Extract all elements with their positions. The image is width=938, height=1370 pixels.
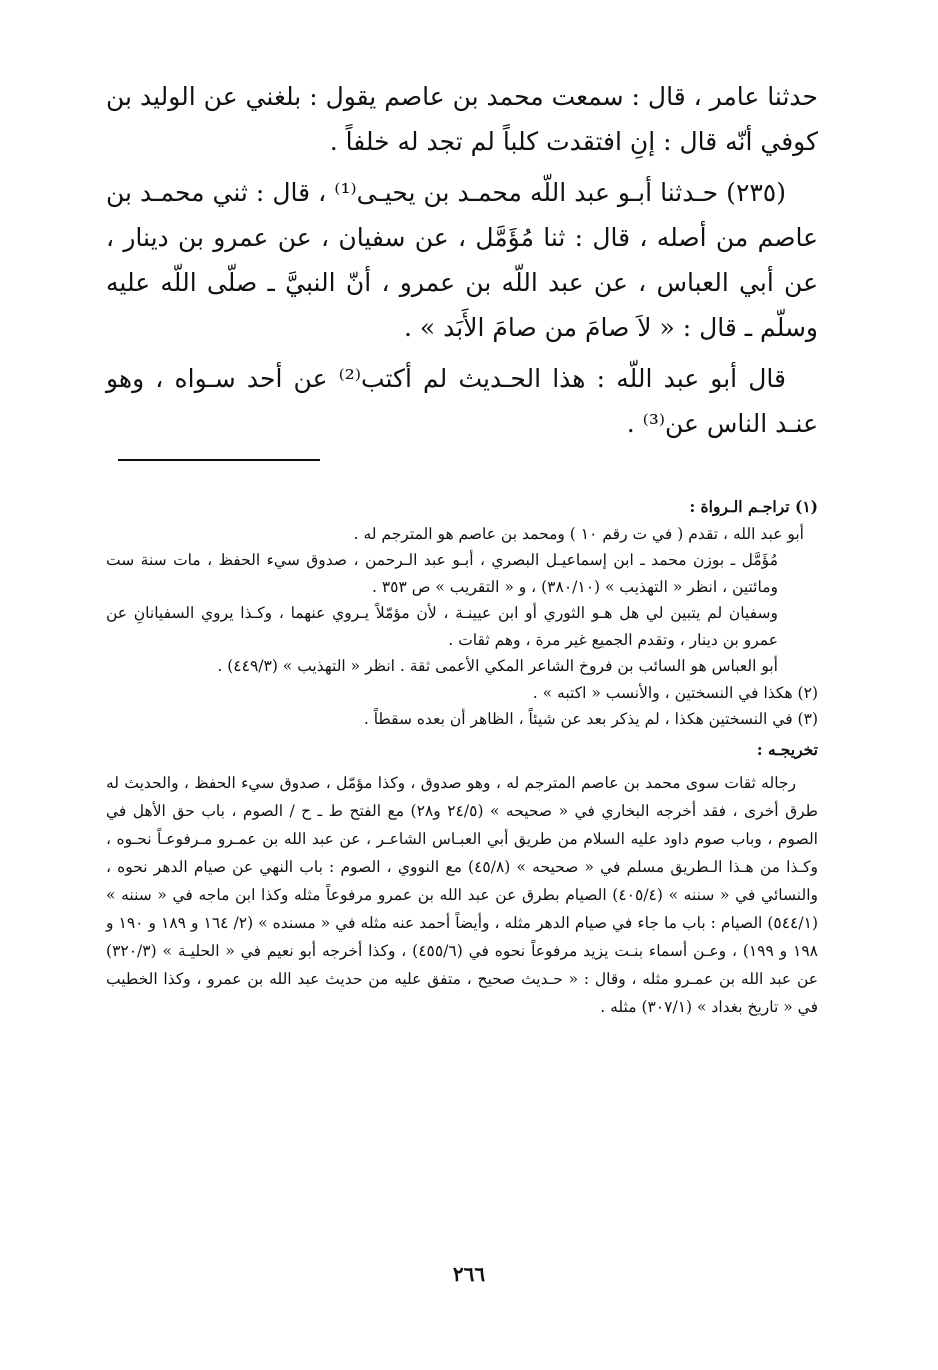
main-paragraph-1: حدثنا عامر ، قال : سمعت محمد بن عاصم يقول : بلغني عن الوليد بن كوفي أنّه قال : إنِ افتقدت كلباً لم تجد له خلفاً . (106, 82, 818, 156)
footnote-1-heading: (١) تراجـم الـرواة : (689, 497, 818, 516)
footnote-1-line: أبو العباس هو السائب بن فروخ الشاعر المكي الأعمى ثقة . انظر « التهذيب » (٤٤٩/٣) . (217, 657, 778, 675)
footnote-3: (٣) في النسختين هكذا ، لم يذكر بعد عن شيئاً ، الظاهر أن بعده سقطاً . (363, 710, 818, 728)
takhrij-text: رجاله ثقات سوى محمد بن عاصم المترجم له ، وهو صدوق ، وكذا مؤمّل ، صدوق سيء الحفظ ، والحديث له طرق أخرى ، فقد أخرجه البخاري في « صحيحه » (٢٤/٥ و٢٨) مع الفتح ط ـ ح / الصوم ، باب حق الأهل في الصوم ، وباب صوم داود عليه السلام من طريق أبي العبـاس الشاعـر ، عن عبد الله بن عمـرو مـرفوعـاً نحـوه ، وكـذا من هـذا الـطريق مسلم في « صحيحه » (٤٥/٨) مع النووي ، الصوم : باب النهي عن صيام الدهر نحوه ، والنسائي في « سننه » (٤٠٥/٤) الصيام بطرق عن عبد الله بن عمرو مرفوعاً مثله وكذا ابن ماجه في « سننه » (٥٤٤/١) الصيام : باب ما جاء في صيام الدهر مثله ، وأيضاً أحمد عنه مثله في « مسنده » (٢/ ١٦٤ و ١٨٩ و ١٩٠ و ١٩٨ و ١٩٩) ، وعـن أسماء بنـت يزيد مرفوعاً نحوه في (٤٥٥/٦) ، وكذا أخرجه أبو نعيم في « الحليـة » (٣٢٠/٣) عن عبد الله بن عمـرو مثله ، وقال : « حـديث صحيح ، متفق عليه من حديث عبد الله بن عمرو ، وكذا الخطيب في « تاريخ بغداد » (٣٠٧/١) مثله . (106, 774, 818, 1016)
footnote-1-line: وسفيان لم يتبين لي هل هـو الثوري أو ابن عيينـة ، لأن مؤمّلاً يـروي عنهما ، وكـذا يروي السفيانانِ عن عمرو بن دينار ، وتقدم الجميع غير مرة ، وهم ثقات . (106, 604, 778, 649)
footnote-1-line: أبو عبد الله ، تقدم ( في ت رقم ١٠ ) ومحمد بن عاصم هو المترجم له . (353, 524, 804, 543)
footnotes (106, 494, 818, 1021)
main-text (106, 74, 818, 446)
page-number: ٢٦٦ (452, 1262, 486, 1286)
main-paragraph-3: قال أبو عبد اللّه : هذا الحـديث لم أكتب⁽²⁾ عن أحد سـواه ، وهو عنـد الناس عن⁽³⁾ . (106, 364, 818, 438)
footnote-divider (118, 459, 320, 461)
footnote-2: (٢) هكذا في النسختين ، والأنسب « اكتبه » . (532, 683, 818, 702)
hadith-paragraph-235: (٢٣٥) حـدثنا أبـو عبد اللّه محمـد بن يحيـى⁽¹⁾ ، قال : ثني محمـد بن عاصم من أصله ، قال : ثنا مُؤَمَّل ، عن سفيان ، عن عمرو بن دينار ، عن أبي العباس ، عن عبد اللّه بن عمرو ، أنّ النبيَّ ـ صلّى اللّه عليه وسلّم ـ قال : « لاَ صامَ من صامَ الأَبَد » . (106, 178, 818, 342)
footnote-1-line: مُؤَمَّل ـ بوزن محمد ـ ابن إسماعيـل البصري ، أبـو عبد الـرحمن ، صدوق سيء الحفظ ، مات سنة ست ومائتين ، انظر « التهذيب » (٣٨٠/١٠) ، و « التقريب » ص ٣٥٣ . (106, 551, 778, 596)
takhrij-heading: تخريجـه : (756, 739, 818, 759)
